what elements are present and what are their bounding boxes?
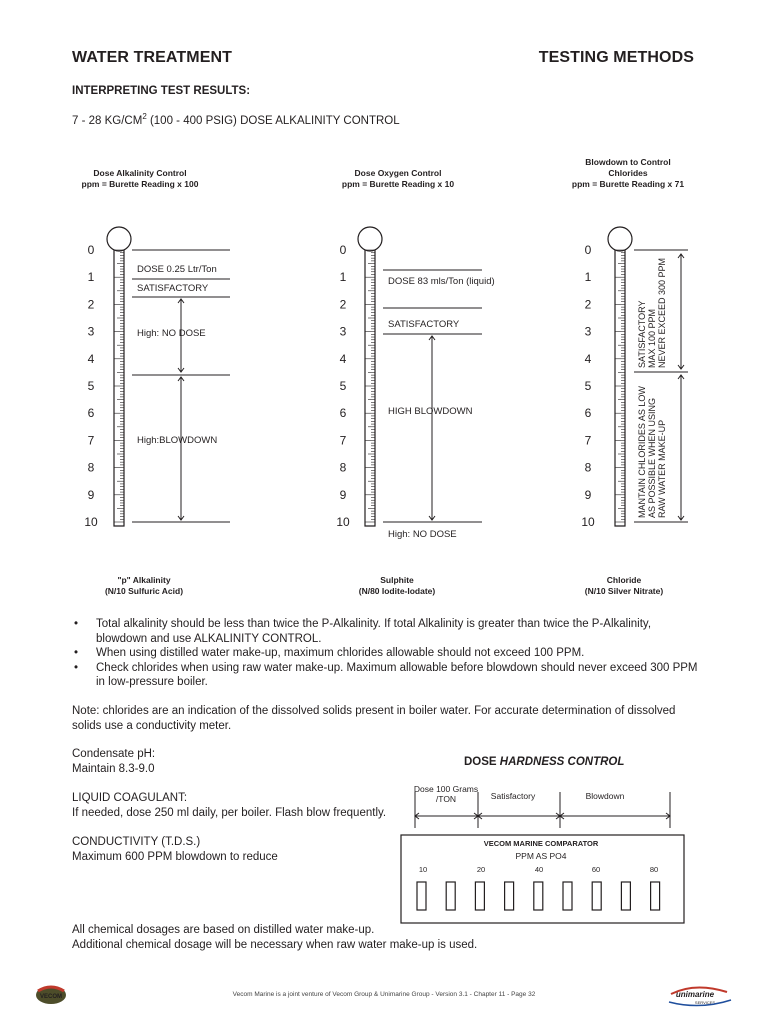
chloride-formula: ppm = Burette Reading x 71 [571,179,685,189]
alkalinity-zone-blowdown: High:BLOWDOWN [137,435,218,446]
chloride-scale-label: 9 [584,487,592,502]
section-heading: INTERPRETING TEST RESULTS: [72,85,251,97]
oxygen-burette [336,227,382,529]
alkalinity-tube [114,250,124,526]
chloride-bulb [608,227,632,251]
conductivity-block [72,835,278,864]
range-blowdown-label: Blowdown [585,791,625,801]
chloride-scale-label: 6 [584,406,592,421]
alkalinity-scale-label: 9 [87,487,95,502]
conductivity-value: Maximum 600 PPM blowdown to reduce [72,850,278,863]
oxygen-scale-label: 6 [339,406,347,421]
chloride-lower-zone-text [637,386,667,518]
chloride-scale-label: 5 [584,379,592,393]
comparator-scale-label: 10 [418,865,428,874]
oxygen-scale-label: 0 [339,243,347,257]
hardness-title-prefix: DOSE [464,756,500,768]
alkalinity-scale-label: 3 [87,324,95,339]
conductivity-label: CONDUCTIVITY (T.D.S.) [72,836,201,848]
unimarine-logo-subtext: SERVICES [694,1000,716,1005]
oxygen-scale-label: 9 [339,487,347,502]
condensate-block [72,747,155,776]
chloride-scale-label: 1 [584,270,592,285]
comparator-cell [651,882,660,910]
subtitle-text-rest: (100 - 400 PSIG) DOSE ALKALINITY CONTROL [146,114,400,127]
comparator-cell [592,882,601,910]
unimarine-logo-text: unimarine [675,990,715,999]
chloride-upper-zone-text [637,258,667,368]
comparator-scale [419,865,658,874]
oxygen-zone-satisfactory: SATISFACTORY [388,319,460,330]
alkalinity-reagent-label [64,575,224,597]
oxygen-scale-label: 8 [339,460,347,475]
comparator-scale-label: 80 [649,865,659,874]
alkalinity-zone-satisfactory: SATISFACTORY [137,283,209,294]
oxygen-tube [365,250,375,526]
oxygen-formula: ppm = Burette Reading x 10 [341,179,455,189]
alkalinity-zone-dose: DOSE 0.25 Ltr/Ton [137,264,217,275]
alkalinity-scale-label: 0 [87,243,95,257]
alkalinity-scale-label: 7 [87,433,95,448]
alkalinity-scale-label: 1 [87,270,95,285]
alkalinity-reagent-name: "p" Alkalinity [117,575,171,585]
alkalinity-scale-label: 5 [87,379,95,393]
comparator-cell [563,882,572,910]
oxygen-scale-label: 1 [339,270,347,285]
chloride-scale-label: 0 [584,243,592,257]
oxygen-reagent-name: Sulphite [380,575,414,585]
closing-line: Additional chemical dosage will be necessary when raw water make-up is used. [72,938,478,951]
oxygen-title-line: Dose Oxygen Control [354,168,442,178]
chloride-scale-label: 3 [584,324,592,339]
condensate-label: Condensate pH: [72,748,156,760]
chloride-scale-label: 10 [581,515,595,529]
bullet-item: • Total alkalinity should be less than twice the P-Alkalinity. If total Alkalinity is greater than twice the P-Alkalinity, blowdown and use ALKALINITY CONTROL. [72,617,702,646]
comparator-cell [475,882,484,910]
bullet-list [72,617,702,690]
chloride-scale-label: 7 [584,433,592,448]
alkalinity-scale-label: 4 [87,351,95,366]
chloride-reagent-name: Chloride [606,575,642,585]
chloride-scale-label: 8 [584,460,592,475]
alkalinity-burette [84,227,131,529]
comparator-scale-label: 20 [476,865,486,874]
alkalinity-scale-label: 10 [84,515,98,529]
hardness-comparator-diagram [395,780,695,930]
comparator-scale-label: 60 [591,865,601,874]
chloride-upper-line: NEVER EXCEED 300 PPM [657,257,667,368]
hardness-title [464,756,624,768]
chloride-lower-line: RAW WATER MAKE-UP [657,419,667,518]
comparator-unit: PPM AS PO4 [515,851,567,861]
closing-line: All chemical dosages are based on distilled water make-up. [72,924,375,936]
subtitle-text: 7 - 28 KG/CM [72,114,143,127]
header-left-title: WATER TREATMENT [72,49,232,66]
coagulant-label: LIQUID COAGULANT: [72,792,188,804]
alkalinity-bulb [107,227,131,251]
unimarine-logo-icon [665,984,735,1008]
chloride-burette [581,227,632,529]
footer-text: Vecom Marine is a joint venture of Vecom Group & Unimarine Group - Version 3.1 - Chapter 11 - Page 32 [232,991,536,998]
comparator-cells [417,882,660,910]
coagulant-block [72,791,386,820]
comparator-title: VECOM MARINE COMPARATOR [483,839,599,848]
closing-notes [72,923,477,952]
vecom-logo-text: VECOM [39,994,63,1000]
chloride-reagent: (N/10 Silver Nitrate) [584,586,664,596]
chloride-lower-line: AS POSSIBLE WHEN USING [647,397,657,518]
bullet-item: • When using distilled water make-up, maximum chlorides allowable should not exceed 100 PPM. [72,646,702,661]
unimarine-logo [665,984,735,1008]
condensate-value: Maintain 8.3-9.0 [72,762,155,775]
chloride-reagent-label [544,575,704,597]
oxygen-scale-label: 2 [339,297,347,312]
alkalinity-title-line: Dose Alkalinity Control [93,168,187,178]
oxygen-bulb [358,227,382,251]
header-right-title: TESTING METHODS [538,49,694,66]
chloride-upper-line: MAX 100 PPM [647,308,657,368]
comparator-cell [505,882,514,910]
oxygen-scale-label: 4 [339,351,347,366]
oxygen-zone-blowdown: HIGH BLOWDOWN [388,406,473,417]
alkalinity-scale-label: 8 [87,460,95,475]
oxygen-scale-label: 5 [339,379,347,393]
comparator-cell [417,882,426,910]
bullet-item: • Check chlorides when using raw water make-up. Maximum allowable before blowdown should never exceed 300 PPM in low-pressure boiler. [72,661,702,690]
hardness-title-emphasis: HARDNESS CONTROL [499,756,625,768]
oxygen-scale-label: 10 [336,515,350,529]
oxygen-reagent: (N/80 Iodite-Iodate) [358,586,436,596]
chloride-lower-line: MANTAIN CHLORIDES AS LOW [637,386,647,518]
oxygen-reagent-label [317,575,477,597]
coagulant-value: If needed, dose 250 ml daily, per boiler. Flash blow frequently. [72,806,387,819]
comparator-cell [446,882,455,910]
comparator-cell [621,882,630,910]
chloride-title-line: Blowdown to Control [585,157,671,167]
chlorides-note: Note: chlorides are an indication of the dissolved solids present in boiler water. For accurate determination of dissolved solids use a conductivity meter. [72,705,676,732]
chloride-tube [615,250,625,526]
chloride-upper-line: SATISFACTORY [637,300,647,368]
range-dose-label: Dose 100 Grams [413,784,479,794]
comparator-cell [534,882,543,910]
oxygen-zone-no-dose: High: NO DOSE [388,529,457,540]
oxygen-zone-dose: DOSE 83 mls/Ton (liquid) [388,276,495,287]
range-dose-label-unit: /TON [435,794,457,804]
chloride-scale-label: 2 [584,297,592,312]
chloride-scale-label: 4 [584,351,592,366]
alkalinity-scale-label: 2 [87,297,95,312]
comparator-scale-label: 40 [534,865,544,874]
oxygen-scale-label: 7 [339,433,347,448]
alkalinity-formula: ppm = Burette Reading x 100 [81,179,199,189]
alkalinity-scale-label: 6 [87,406,95,421]
alkalinity-reagent: (N/10 Sulfuric Acid) [104,586,184,596]
range-satisfactory-label: Satisfactory [490,791,536,801]
oxygen-zones [383,270,482,522]
alkalinity-zone-no-dose: High: NO DOSE [137,328,206,339]
chloride-title-line-2: Chlorides [608,168,648,178]
oxygen-scale-label: 3 [339,324,347,339]
subtitle-superscript: 2 [142,112,147,121]
